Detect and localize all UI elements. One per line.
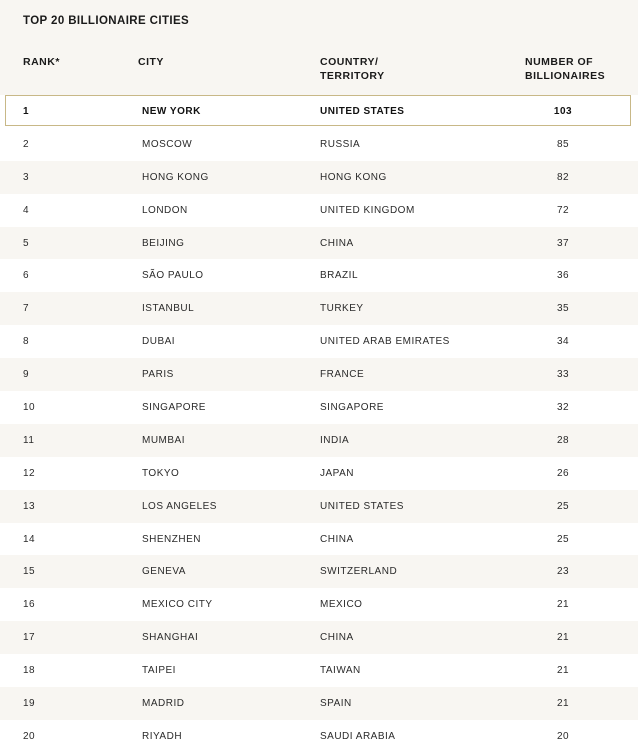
rank-cell: 2	[23, 138, 30, 150]
city-cell: SHANGHAI	[142, 632, 199, 644]
billionaire-count-cell: 37	[556, 237, 570, 249]
table-row	[0, 490, 638, 523]
city-cell: MEXICO CITY	[142, 599, 213, 611]
table-row	[0, 161, 638, 194]
rank-cell: 5	[23, 237, 30, 249]
rank-cell: 6	[23, 270, 30, 282]
city-cell: GENEVA	[142, 566, 186, 578]
table-row	[0, 391, 638, 424]
rank-cell: 10	[23, 401, 36, 413]
table-row	[0, 259, 638, 292]
table-row	[0, 654, 638, 687]
rank-cell: 7	[23, 303, 30, 315]
rank-cell: 14	[23, 533, 36, 545]
country-cell: CHINA	[320, 533, 354, 545]
billionaire-count-cell: 36	[556, 270, 570, 282]
country-cell: BRAZIL	[320, 270, 359, 282]
city-cell: SINGAPORE	[142, 401, 206, 413]
country-cell: SPAIN	[320, 697, 352, 709]
billionaire-count-cell: 35	[556, 303, 570, 315]
rank-cell: 3	[23, 171, 30, 183]
rank-cell: 1	[23, 105, 30, 117]
billionaire-count-cell: 23	[556, 566, 570, 578]
city-cell: MOSCOW	[142, 138, 193, 150]
city-cell: NEW YORK	[142, 105, 201, 117]
column-header-rank: RANK*	[23, 56, 60, 68]
table-row	[0, 457, 638, 490]
table-row	[0, 621, 638, 654]
city-cell: DUBAI	[142, 336, 176, 348]
billionaire-count-cell: 103	[553, 105, 573, 117]
rank-cell: 13	[23, 500, 36, 512]
rank-cell: 17	[23, 632, 36, 644]
table-row	[0, 227, 638, 260]
rank-cell: 8	[23, 336, 30, 348]
country-cell: HONG KONG	[320, 171, 387, 183]
country-cell: MEXICO	[320, 599, 363, 611]
table-row	[0, 194, 638, 227]
table-row	[0, 720, 638, 753]
country-cell: SAUDI ARABIA	[320, 730, 396, 742]
table-header	[0, 0, 638, 95]
table-row	[0, 555, 638, 588]
country-cell: TURKEY	[320, 303, 364, 315]
billionaire-count-cell: 20	[556, 730, 570, 742]
city-cell: PARIS	[142, 369, 174, 381]
billionaire-count-cell: 82	[556, 171, 570, 183]
country-cell: SWITZERLAND	[320, 566, 398, 578]
city-cell: LOS ANGELES	[142, 500, 217, 512]
rank-cell: 12	[23, 467, 36, 479]
table-row	[0, 292, 638, 325]
rank-cell: 15	[23, 566, 36, 578]
country-cell: INDIA	[320, 434, 350, 446]
rank-cell: 20	[23, 730, 36, 742]
city-cell: RIYADH	[142, 730, 183, 742]
country-cell: FRANCE	[320, 369, 365, 381]
billionaire-count-cell: 34	[556, 336, 570, 348]
rank-cell: 9	[23, 369, 30, 381]
billionaire-count-cell: 21	[556, 599, 570, 611]
country-cell: RUSSIA	[320, 138, 361, 150]
city-cell: MADRID	[142, 697, 185, 709]
table-row	[0, 358, 638, 391]
table-row	[0, 424, 638, 457]
billionaire-count-cell: 25	[556, 500, 570, 512]
country-cell: TAIWAN	[320, 665, 361, 677]
rank-cell: 11	[23, 434, 35, 446]
country-cell: UNITED KINGDOM	[320, 204, 415, 216]
column-header-country: COUNTRY/ TERRITORY	[320, 56, 385, 82]
billionaire-count-cell: 28	[556, 434, 570, 446]
rank-cell: 4	[23, 204, 30, 216]
city-cell: TAIPEI	[142, 665, 176, 677]
country-cell: CHINA	[320, 237, 354, 249]
billionaire-count-cell: 33	[556, 369, 570, 381]
rank-cell: 19	[23, 697, 36, 709]
column-header-city: CITY	[138, 56, 164, 68]
city-cell: TOKYO	[142, 467, 180, 479]
city-cell: HONG KONG	[142, 171, 209, 183]
table-title: TOP 20 BILLIONAIRE CITIES	[23, 15, 190, 27]
rank-cell: 16	[23, 599, 36, 611]
country-cell: UNITED STATES	[320, 500, 404, 512]
country-cell: UNITED STATES	[320, 105, 405, 117]
table-row	[0, 128, 638, 161]
city-cell: ISTANBUL	[142, 303, 195, 315]
table-row	[0, 588, 638, 621]
city-cell: SÃO PAULO	[142, 270, 204, 282]
city-cell: SHENZHEN	[142, 533, 202, 545]
country-cell: UNITED ARAB EMIRATES	[320, 336, 450, 348]
billionaire-count-cell: 26	[556, 467, 570, 479]
billionaire-count-cell: 72	[556, 204, 570, 216]
table-row	[0, 687, 638, 720]
rank-cell: 18	[23, 665, 36, 677]
billionaire-count-cell: 85	[556, 138, 570, 150]
country-cell: SINGAPORE	[320, 401, 384, 413]
table-body	[0, 95, 638, 753]
billionaire-count-cell: 32	[556, 401, 570, 413]
table-row-highlighted	[0, 95, 638, 128]
country-cell: JAPAN	[320, 467, 354, 479]
table-row	[0, 523, 638, 556]
billionaire-count-cell: 21	[556, 697, 570, 709]
billionaire-count-cell: 25	[556, 533, 570, 545]
city-cell: LONDON	[142, 204, 188, 216]
billionaire-count-cell: 21	[556, 632, 570, 644]
country-cell: CHINA	[320, 632, 354, 644]
city-cell: MUMBAI	[142, 434, 185, 446]
city-cell: BEIJING	[142, 237, 185, 249]
column-header-number: NUMBER OF BILLIONAIRES	[525, 56, 606, 82]
table-row	[0, 325, 638, 358]
billionaire-count-cell: 21	[556, 665, 570, 677]
